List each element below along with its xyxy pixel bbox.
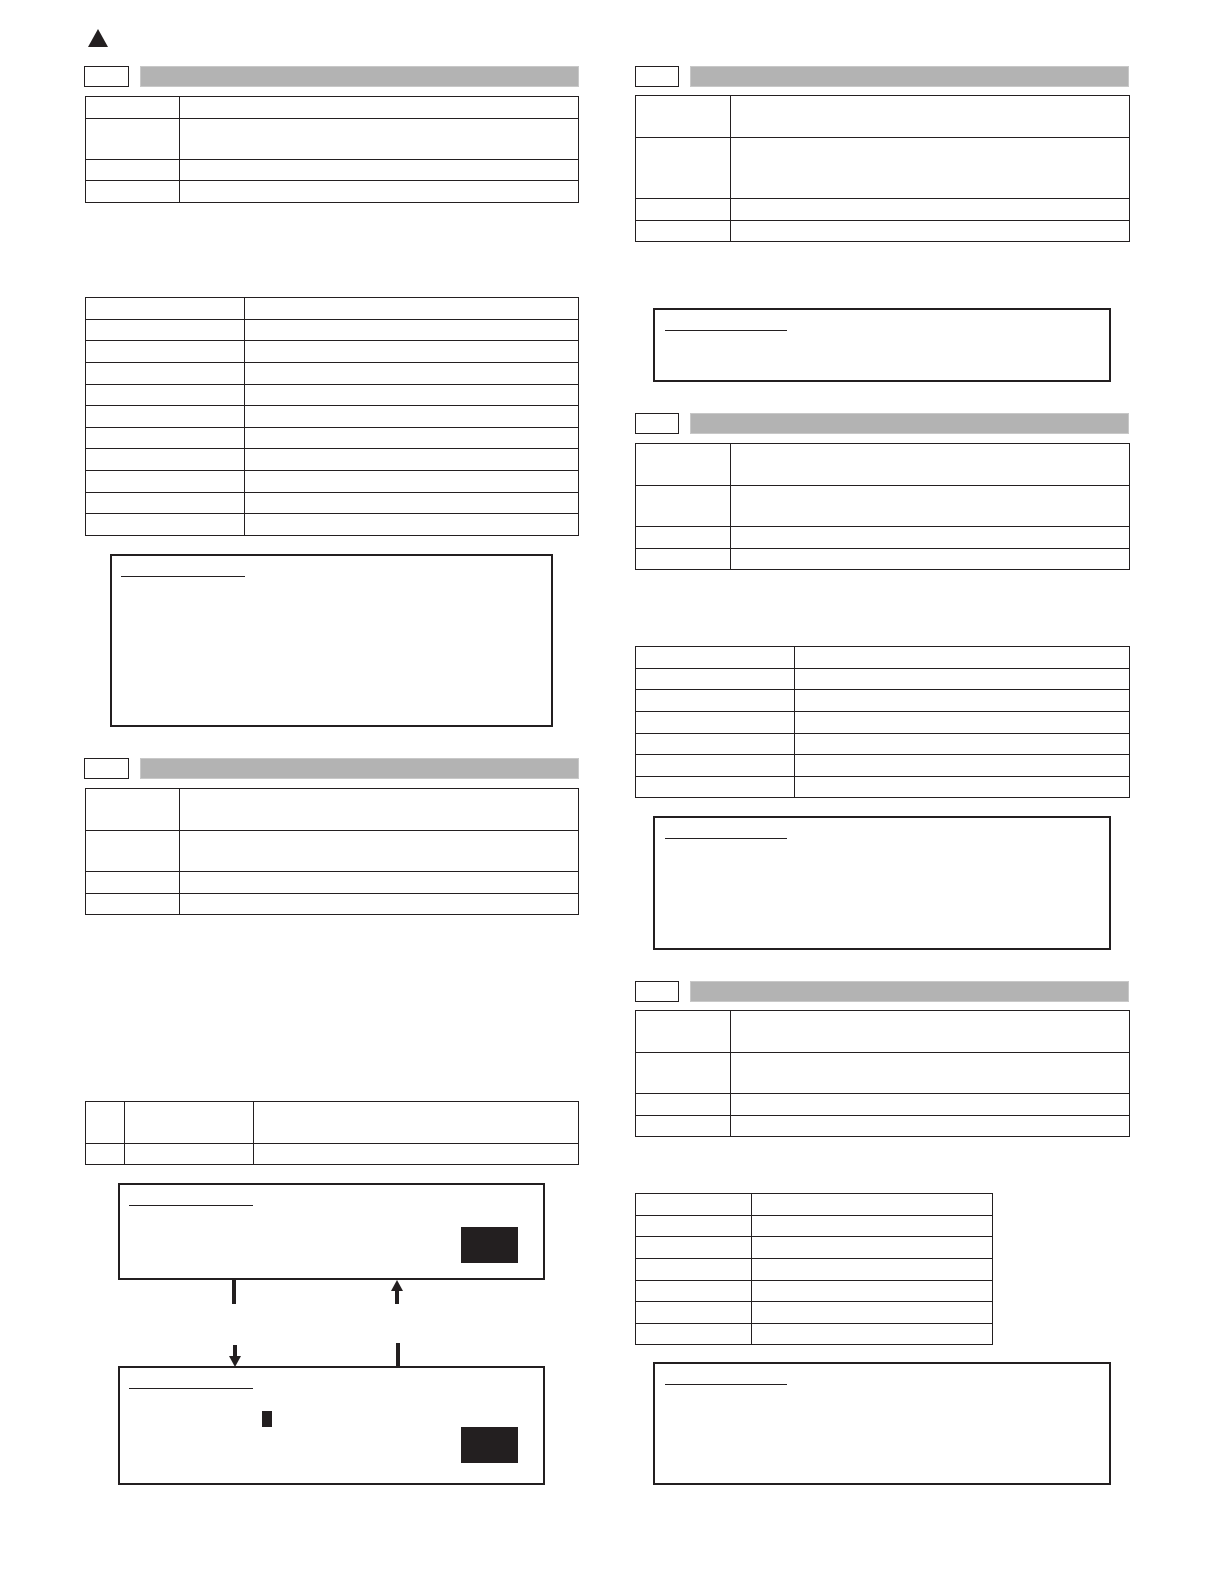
spec-value-cell	[731, 1094, 1130, 1116]
caution-triangle-icon	[88, 29, 108, 47]
table-cell	[636, 734, 795, 755]
spec-label-cell	[636, 1053, 731, 1094]
spec-label-cell	[86, 831, 180, 872]
table-cell	[636, 1194, 752, 1216]
table-cell	[245, 471, 579, 493]
table-cell	[795, 777, 1130, 798]
spec-value-cell	[180, 119, 579, 160]
table-cell	[636, 1281, 752, 1302]
table-cell	[245, 514, 579, 536]
item-spec-table	[635, 443, 1130, 570]
table-cell	[795, 734, 1130, 755]
table-cell	[125, 1102, 254, 1144]
setting-values-table	[85, 1101, 579, 1165]
input-cursor	[262, 1411, 272, 1427]
spec-label-cell	[636, 1094, 731, 1116]
section-title-bar	[690, 66, 1129, 87]
table-cell	[86, 341, 245, 363]
table-cell	[795, 669, 1130, 690]
spec-label-cell	[86, 160, 180, 181]
table-cell	[795, 755, 1130, 777]
table-cell	[752, 1259, 993, 1281]
table-cell	[125, 1144, 254, 1165]
spec-value-cell	[731, 444, 1130, 486]
spec-value-cell	[180, 181, 579, 203]
spec-label-cell	[86, 97, 180, 119]
table-cell	[86, 406, 245, 428]
item-spec-table	[85, 96, 579, 203]
table-cell	[636, 712, 795, 734]
table-cell	[636, 1259, 752, 1281]
table-cell	[245, 406, 579, 428]
table-cell	[86, 320, 245, 341]
spec-value-cell	[180, 872, 579, 894]
display-title-underline	[665, 330, 787, 331]
table-cell	[636, 1302, 752, 1324]
spec-label-cell	[636, 199, 731, 221]
display-title-underline	[129, 1205, 253, 1206]
table-cell	[752, 1281, 993, 1302]
section-number-box	[635, 66, 679, 87]
connector-line	[232, 1280, 236, 1304]
setting-values-table	[635, 646, 1130, 798]
spec-label-cell	[636, 1011, 731, 1053]
lcd-display-panel	[110, 554, 553, 727]
table-cell	[86, 514, 245, 536]
spec-value-cell	[731, 1116, 1130, 1137]
spec-value-cell	[731, 221, 1130, 242]
table-cell	[245, 341, 579, 363]
spec-value-cell	[180, 894, 579, 915]
table-cell	[86, 471, 245, 493]
lcd-display-panel	[118, 1183, 545, 1280]
spec-value-cell	[731, 199, 1130, 221]
table-cell	[254, 1144, 579, 1165]
spec-value-cell	[731, 1011, 1130, 1053]
table-cell	[636, 755, 795, 777]
table-cell	[795, 647, 1130, 669]
table-cell	[245, 428, 579, 449]
section-number-box	[84, 66, 129, 87]
spec-value-cell	[731, 527, 1130, 549]
section-title-bar	[690, 981, 1129, 1002]
section-number-box	[635, 413, 679, 434]
lcd-display-panel	[118, 1366, 545, 1485]
table-cell	[795, 712, 1130, 734]
section-number-box	[84, 758, 129, 779]
table-cell	[636, 690, 795, 712]
table-cell	[636, 1237, 752, 1259]
spec-label-cell	[636, 486, 731, 527]
table-cell	[795, 690, 1130, 712]
display-title-underline	[665, 1384, 787, 1385]
section-title-bar	[140, 66, 579, 87]
item-spec-table	[85, 788, 579, 915]
table-cell	[245, 320, 579, 341]
table-cell	[752, 1216, 993, 1237]
table-cell	[86, 363, 245, 385]
connector-line	[396, 1343, 400, 1367]
selected-key-highlight	[461, 1427, 518, 1463]
table-cell	[636, 1216, 752, 1237]
table-cell	[86, 385, 245, 406]
spec-value-cell	[731, 486, 1130, 527]
spec-label-cell	[86, 789, 180, 831]
table-cell	[86, 449, 245, 471]
spec-label-cell	[636, 444, 731, 486]
table-cell	[86, 1144, 125, 1165]
table-cell	[245, 493, 579, 514]
spec-label-cell	[636, 549, 731, 570]
spec-value-cell	[180, 831, 579, 872]
item-spec-table	[635, 95, 1130, 242]
spec-label-cell	[636, 96, 731, 138]
spec-value-cell	[180, 789, 579, 831]
table-cell	[86, 298, 245, 320]
table-cell	[636, 669, 795, 690]
arrow-down-icon	[229, 1345, 241, 1367]
table-cell	[752, 1302, 993, 1324]
selected-key-highlight	[461, 1227, 518, 1263]
arrow-up-icon	[391, 1280, 403, 1304]
display-title-underline	[665, 838, 787, 839]
spec-value-cell	[731, 138, 1130, 199]
display-title-underline	[129, 1388, 253, 1389]
spec-label-cell	[86, 119, 180, 160]
table-cell	[245, 298, 579, 320]
section-number-box	[635, 981, 679, 1002]
spec-value-cell	[731, 1053, 1130, 1094]
spec-label-cell	[636, 138, 731, 199]
section-title-bar	[140, 758, 579, 779]
table-cell	[86, 493, 245, 514]
display-title-underline	[121, 576, 245, 577]
spec-label-cell	[86, 872, 180, 894]
table-cell	[245, 385, 579, 406]
table-cell	[245, 363, 579, 385]
table-cell	[86, 1102, 125, 1144]
setting-values-table	[635, 1193, 993, 1345]
setting-values-table	[85, 297, 579, 536]
lcd-display-panel	[653, 1362, 1111, 1485]
table-cell	[636, 777, 795, 798]
table-cell	[752, 1237, 993, 1259]
table-cell	[86, 428, 245, 449]
lcd-display-panel	[653, 308, 1111, 382]
lcd-display-panel	[653, 816, 1111, 950]
spec-label-cell	[636, 527, 731, 549]
spec-value-cell	[180, 97, 579, 119]
spec-label-cell	[636, 221, 731, 242]
section-title-bar	[690, 413, 1129, 434]
spec-label-cell	[86, 181, 180, 203]
spec-value-cell	[731, 549, 1130, 570]
spec-value-cell	[731, 96, 1130, 138]
table-cell	[636, 1324, 752, 1345]
spec-label-cell	[86, 894, 180, 915]
spec-value-cell	[180, 160, 579, 181]
table-cell	[752, 1194, 993, 1216]
table-cell	[752, 1324, 993, 1345]
table-cell	[254, 1102, 579, 1144]
spec-label-cell	[636, 1116, 731, 1137]
item-spec-table	[635, 1010, 1130, 1137]
table-cell	[245, 449, 579, 471]
table-cell	[636, 647, 795, 669]
